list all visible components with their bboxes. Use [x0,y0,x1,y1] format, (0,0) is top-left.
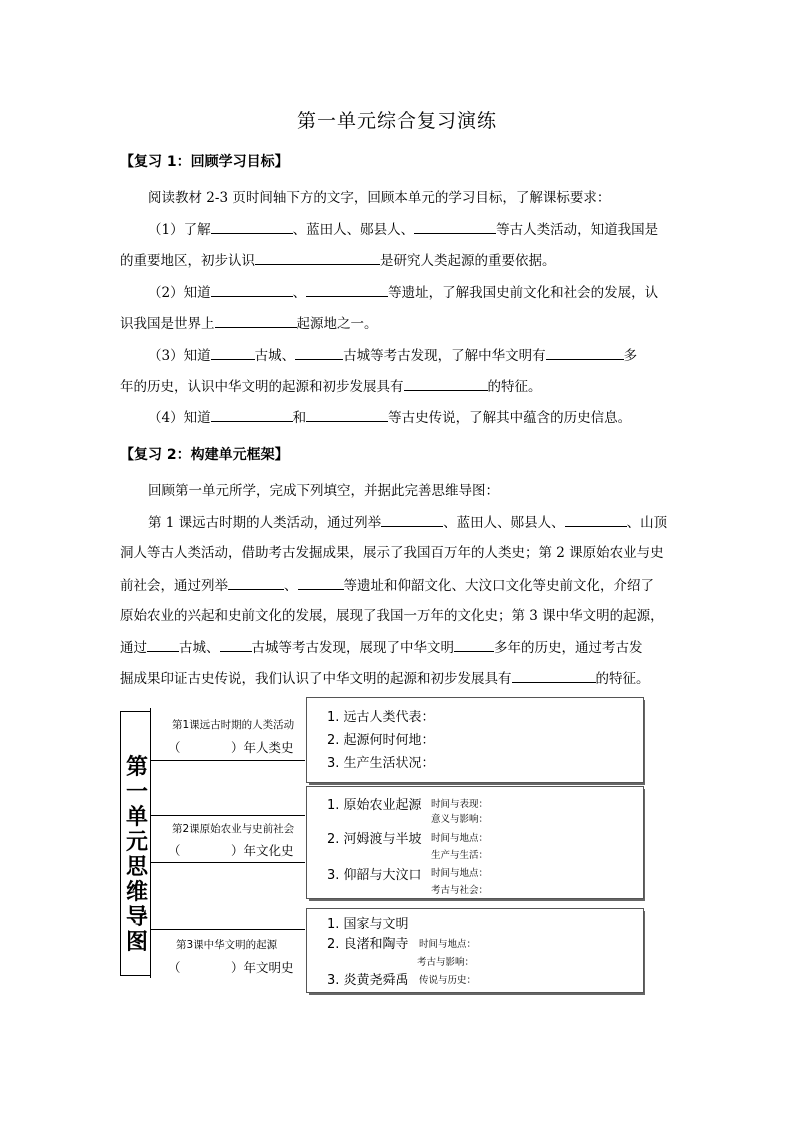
mindmap-title-char: 思 [125,855,148,880]
section2-para-line3 [120,576,654,595]
item1-text-c: 等古人类活动，知道我国是 [496,222,659,238]
fill-blank[interactable] [298,576,344,590]
item4-text-b: 和 [292,410,307,426]
box1-item2: 2. 起源何时何地： [327,733,435,748]
mindmap-title-char: 第 [125,755,148,780]
item1-line1 [148,220,658,239]
divider [120,711,150,712]
lesson1-paren-close: ）年人类史 [231,740,294,755]
item3-text-f: 的特征。 [487,379,542,395]
fill-blank[interactable] [414,220,496,234]
box3-item2: 2. 良渚和陶寺 [327,937,409,952]
section2-para-line6 [120,669,650,688]
divider [120,975,150,976]
item4-text-c: 等古史传说，了解其中蕴含的历史信息。 [388,410,632,426]
mindmap-title-char: 图 [125,930,148,955]
divider [150,929,305,930]
box3-item2-note-b: 考古与影响： [417,957,475,968]
box-lesson1-details [306,697,644,783]
section1-intro: 阅读教材 2-3 页时间轴下方的文字，回顾本单元的学习目标，了解课标要求： [148,190,611,206]
lesson2-paren-close: ）年文化史 [231,843,294,858]
box2-item3-note-a: 时间与地点： [431,868,489,879]
lesson2-name: 第2课原始农业与史前社会 [172,823,295,835]
p3-text-b: 、 [284,578,298,594]
box2-item2-note-b: 生产与生活： [431,850,489,861]
p6-text-a: 掘成果印证古史传说，我们认识了中华文明的起源和初步发展具有 [120,671,512,687]
fill-blank[interactable] [565,513,627,527]
item3-line2 [120,377,542,396]
lesson2-paren-open: （ [168,843,181,858]
fill-blank[interactable] [404,377,488,391]
p3-text-a: 前社会，通过列举 [120,578,228,594]
item4-line [148,408,631,427]
box-lesson3-details [306,908,644,993]
p5-text-d: 多年的历史，通过考古发 [494,640,643,656]
p1-text-a: 第 1 课远古时期的人类活动，通过列举 [148,515,382,531]
mindmap-title-char: 导 [125,905,148,930]
p1-text-c: 、山顶 [626,515,668,531]
mindmap-title [124,755,150,955]
box2-item3-note-b: 考古与社会： [431,885,489,896]
p3-text-c: 等遗址和仰韶文化、大汶口文化等史前文化，介绍了 [343,578,654,594]
fill-blank[interactable] [215,314,297,328]
lesson3-paren-open: （ [168,960,181,975]
item2-text-e: 起源地之一。 [296,316,378,332]
item2-text-a: （2）知道 [148,285,211,301]
divider [150,760,305,761]
mindmap-title-char: 维 [125,880,148,905]
item1-line2 [120,251,556,270]
item1-text-e: 是研究人类起源的重要依据。 [380,253,556,269]
section2-para-line1 [148,513,667,532]
item2-line1 [148,283,658,302]
box3-item2-note-a: 时间与地点： [419,939,477,950]
box2-item1-note-a: 时间与表现： [431,799,489,810]
fill-blank[interactable] [211,346,255,360]
divider [150,815,305,816]
section1-heading: 【复习 1：回顾学习目标】 [120,154,289,170]
box3-item3: 3. 炎黄尧舜禹 [327,973,409,988]
p6-text-b: 的特征。 [595,671,650,687]
box3-item1: 1. 国家与文明 [327,917,409,932]
lesson1-name: 第1课远古时期的人类活动 [172,719,295,731]
box1-item1: 1. 远古人类代表： [327,710,435,725]
p5-text-c: 古城等考古发现，展现了中华文明 [251,640,454,656]
fill-blank[interactable] [211,408,293,422]
fill-blank[interactable] [546,346,624,360]
lesson1-paren-open: （ [168,740,181,755]
item3-text-c: 古城等考古发现，了解中华文明有 [343,348,546,364]
mindmap-frame-line [120,711,121,976]
section2-heading: 【复习 2：构建单元框架】 [120,447,289,463]
divider [150,862,305,863]
item3-text-d: 多 [623,348,638,364]
item2-text-c: 等遗址，了解我国史前文化和社会的发展，认 [388,285,659,301]
fill-blank[interactable] [295,346,343,360]
fill-blank[interactable] [454,638,494,652]
mindmap-title-char: 元 [125,830,148,855]
box3-item3-note-a: 传说与历史： [419,975,477,986]
fill-blank[interactable] [306,283,388,297]
item3-line1 [148,346,637,365]
item2-text-b: 、 [292,285,307,301]
section2-para-line4: 原始农业的兴起和史前文化的发展，展现了我国一万年的文化史；第 3 课中华文明的起源， [120,608,664,624]
mindmap-title-char: 单 [125,805,148,830]
item3-text-e: 年的历史，认识中华文明的起源和初步发展具有 [120,379,404,395]
fill-blank[interactable] [211,283,293,297]
box2-item3: 3. 仰韶与大汶口 [327,868,422,883]
fill-blank[interactable] [255,251,380,265]
fill-blank[interactable] [306,408,388,422]
mindmap-title-char: 一 [125,780,148,805]
box2-item2: 2. 河姆渡与半坡 [327,832,422,847]
fill-blank[interactable] [147,638,179,652]
box2-item1: 1. 原始农业起源 [327,798,422,813]
fill-blank[interactable] [381,513,443,527]
box-lesson2-details [306,786,644,899]
item3-text-b: 古城、 [254,348,296,364]
section2-intro: 回顾第一单元所学，完成下列填空，并据此完善思维导图： [148,483,499,499]
section2-para-line5 [120,638,643,657]
box2-item1-note-b: 意义与影响： [431,814,489,825]
item2-line2 [120,314,378,333]
item3-text-a: （3）知道 [148,348,211,364]
section2-para-line2: 洞人等古人类活动，借助考古发掘成果，展示了我国百万年的人类史；第 2 课原始农业与史 [120,545,664,561]
fill-blank[interactable] [220,638,252,652]
item2-text-d: 识我国是世界上 [120,316,215,332]
box2-item2-note-a: 时间与地点： [431,833,489,844]
fill-blank[interactable] [211,220,293,234]
p5-text-a: 通过 [120,640,147,656]
item4-text-a: （4）知道 [148,410,211,426]
item1-text-b: 、蓝田人、郧县人、 [292,222,415,238]
p1-text-b: 、蓝田人、郧县人、 [443,515,565,531]
lesson3-name: 第3课中华文明的起源 [176,939,278,951]
box1-item3: 3. 生产生活状况： [327,756,435,771]
lesson3-paren-close: ）年文明史 [231,960,294,975]
fill-blank[interactable] [512,669,596,683]
item1-text-a: （1）了解 [148,222,211,238]
p5-text-b: 古城、 [179,640,220,656]
page-title: 第一单元综合复习演练 [296,110,497,132]
fill-blank[interactable] [228,576,284,590]
item1-text-d: 的重要地区，初步认识 [120,253,255,269]
